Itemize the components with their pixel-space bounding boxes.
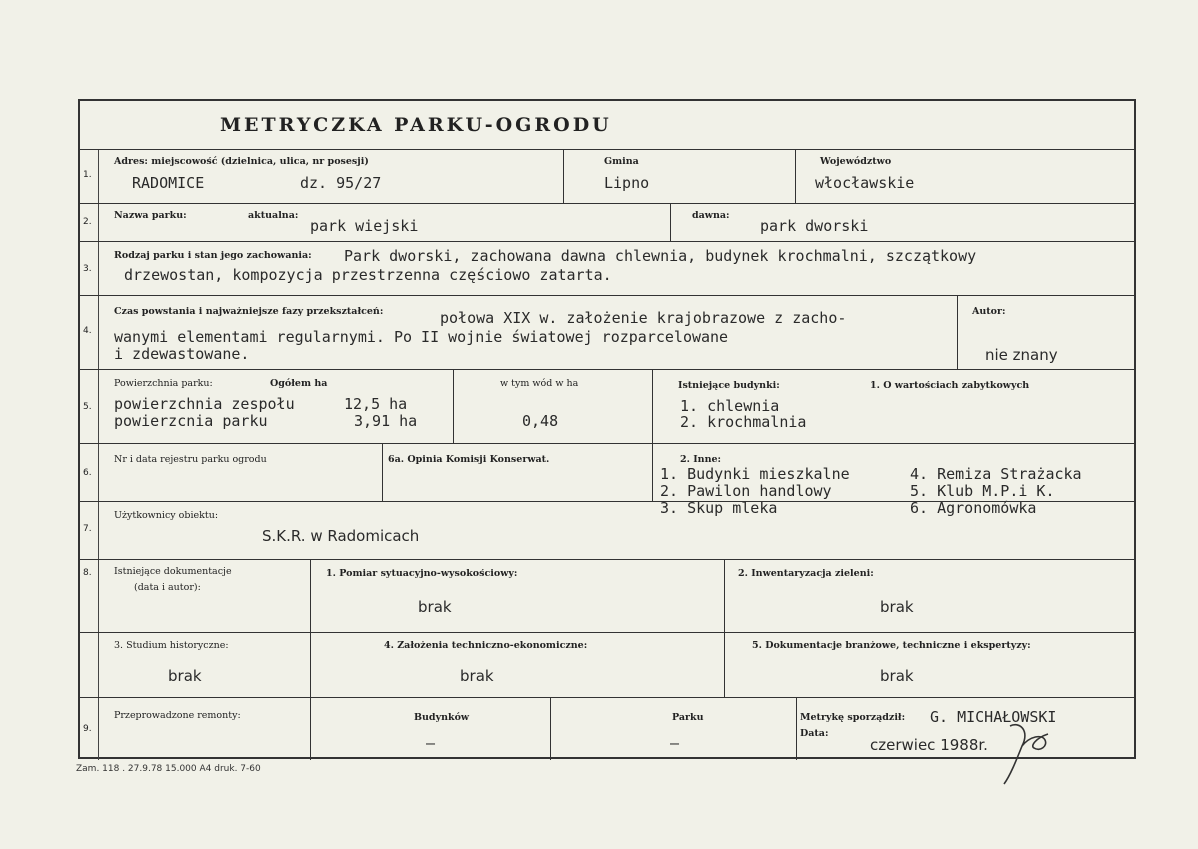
tech-label: 4. Założenia techniczno-ekonomiczne: [384,640,588,651]
area1-value: 12,5 ha [344,395,408,413]
repairs-park-value: – [670,734,680,752]
building-2: 2. krochmalnia [680,413,807,431]
total-label: Ogółem ha [270,378,328,389]
park-record-form [78,99,1136,759]
current-name-label: aktualna: [248,210,299,221]
opinion-label: 6a. Opinia Komisji Konserwat. [388,454,550,465]
history-line1: połowa XIX w. założenie krajobrazowe z zacho- [440,309,847,327]
inventory-label: 2. Inwentaryzacja zieleni: [738,568,874,579]
row-users [80,501,1134,560]
tech-value: brak [460,667,494,685]
docs-branch-value: brak [880,667,914,685]
park-name-label: Nazwa parku: [114,210,187,221]
author-label: Autor: [972,306,1006,317]
address-plot: dz. 95/27 [300,174,382,192]
gmina-value: Lipno [604,174,650,192]
park-type-line1: Park dworski, zachowana dawna chlewnia, budynek krochmalni, szczątkowy [344,247,977,265]
row-history [80,295,1134,370]
row-area [80,369,1134,444]
water-value: 0,48 [522,412,559,430]
inventory-value: brak [880,598,914,616]
docs-branch-label: 5. Dokumentacje branżowe, techniczne i ekspertyzy: [752,640,1031,651]
current-name-value: park wiejski [310,217,419,235]
prepared-by-label: Metrykę sporządził: [800,712,906,723]
row-number: 3. [83,264,92,274]
row-number: 8. [83,568,92,578]
other-item: 2. Pawilon handlowy [660,482,832,500]
park-type-label: Rodzaj parku i stan jego zachowania: [114,250,312,261]
register-label: Nr i data rejestru parku ogrodu [114,454,267,465]
area2-value: 3,91 ha [354,412,418,430]
other-item: 5. Klub M.P.i K. [910,482,1055,500]
study-value: brak [168,667,202,685]
repairs-label: Przeprowadzone remonty: [114,710,241,721]
water-label: w tym wód w ha [500,378,579,389]
address-label: Adres: miejscowość (dzielnica, ulica, nr posesji) [114,156,369,167]
form-title: METRYCZKA PARKU-OGRODU [220,114,612,136]
row-number: 2. [83,217,92,227]
row-number: 9. [83,724,92,734]
repairs-buildings-label: Budynków [414,712,470,723]
former-name-label: dawna: [692,210,730,221]
other-item: 6. Agronomówka [910,499,1037,517]
row-park-type [80,241,1134,296]
row-address [80,149,1134,204]
row-number: 7. [83,524,92,534]
survey-label: 1. Pomiar sytuacyjno-wysokościowy: [326,568,518,579]
repairs-buildings-value: – [426,734,436,752]
history-label: Czas powstania i najważniejsze fazy przekształceń: [114,306,384,317]
address-place: RADOMICE [132,174,205,192]
area-label: Powierzchnia parku: [114,378,213,389]
row-number: 5. [83,402,92,412]
survey-value: brak [418,598,452,616]
other-item: 1. Budynki mieszkalne [660,465,850,483]
users-value: S.K.R. w Radomicach [262,527,420,545]
print-footer: Zam. 118 . 27.9.78 15.000 A4 druk. 7-60 [76,764,261,774]
voivodeship-value: włocławskie [815,174,915,192]
users-label: Użytkownicy obiektu: [114,510,219,521]
date-label: Data: [800,728,829,739]
former-name-value: park dworski [760,217,869,235]
other-item: 3. Skup mleka [660,499,778,517]
other-item: 4. Remiza Strażacka [910,465,1082,483]
row-repairs [80,697,1134,760]
row-number: 4. [83,326,92,336]
repairs-park-label: Parku [672,712,704,723]
history-line3: i zdewastowane. [114,345,250,363]
row-number: 1. [83,170,92,180]
author-value: nie znany [985,346,1058,364]
docs-label-2: (data i autor): [134,582,201,593]
row-park-name [80,203,1134,242]
row-number: 6. [83,468,92,478]
park-type-line2: drzewostan, kompozycja przestrzenna częściowo zatarta. [124,266,612,284]
prepared-by-value: G. MICHAŁOWSKI [930,708,1057,726]
area1-name: powierzchnia zespołu [114,395,295,413]
area2-name: powierzcnia parku [114,412,268,430]
row-documentation [80,559,1134,698]
docs-label-1: Istniejące dokumentacje [114,566,232,577]
signature-image [990,716,1060,786]
study-label: 3. Studium historyczne: [114,640,229,651]
building-1: 1. chlewnia [680,397,780,415]
voivodeship-label: Województwo [820,156,892,167]
buildings-label: Istniejące budynki: [678,380,780,391]
gmina-label: Gmina [604,156,639,167]
date-value: czerwiec 1988r. [870,736,988,754]
monuments-label: 1. O wartościach zabytkowych [870,380,1030,391]
other-label: 2. Inne: [680,454,722,465]
history-line2: wanymi elementami regularnymi. Po II wojnie światowej rozparcelowane [114,328,729,346]
